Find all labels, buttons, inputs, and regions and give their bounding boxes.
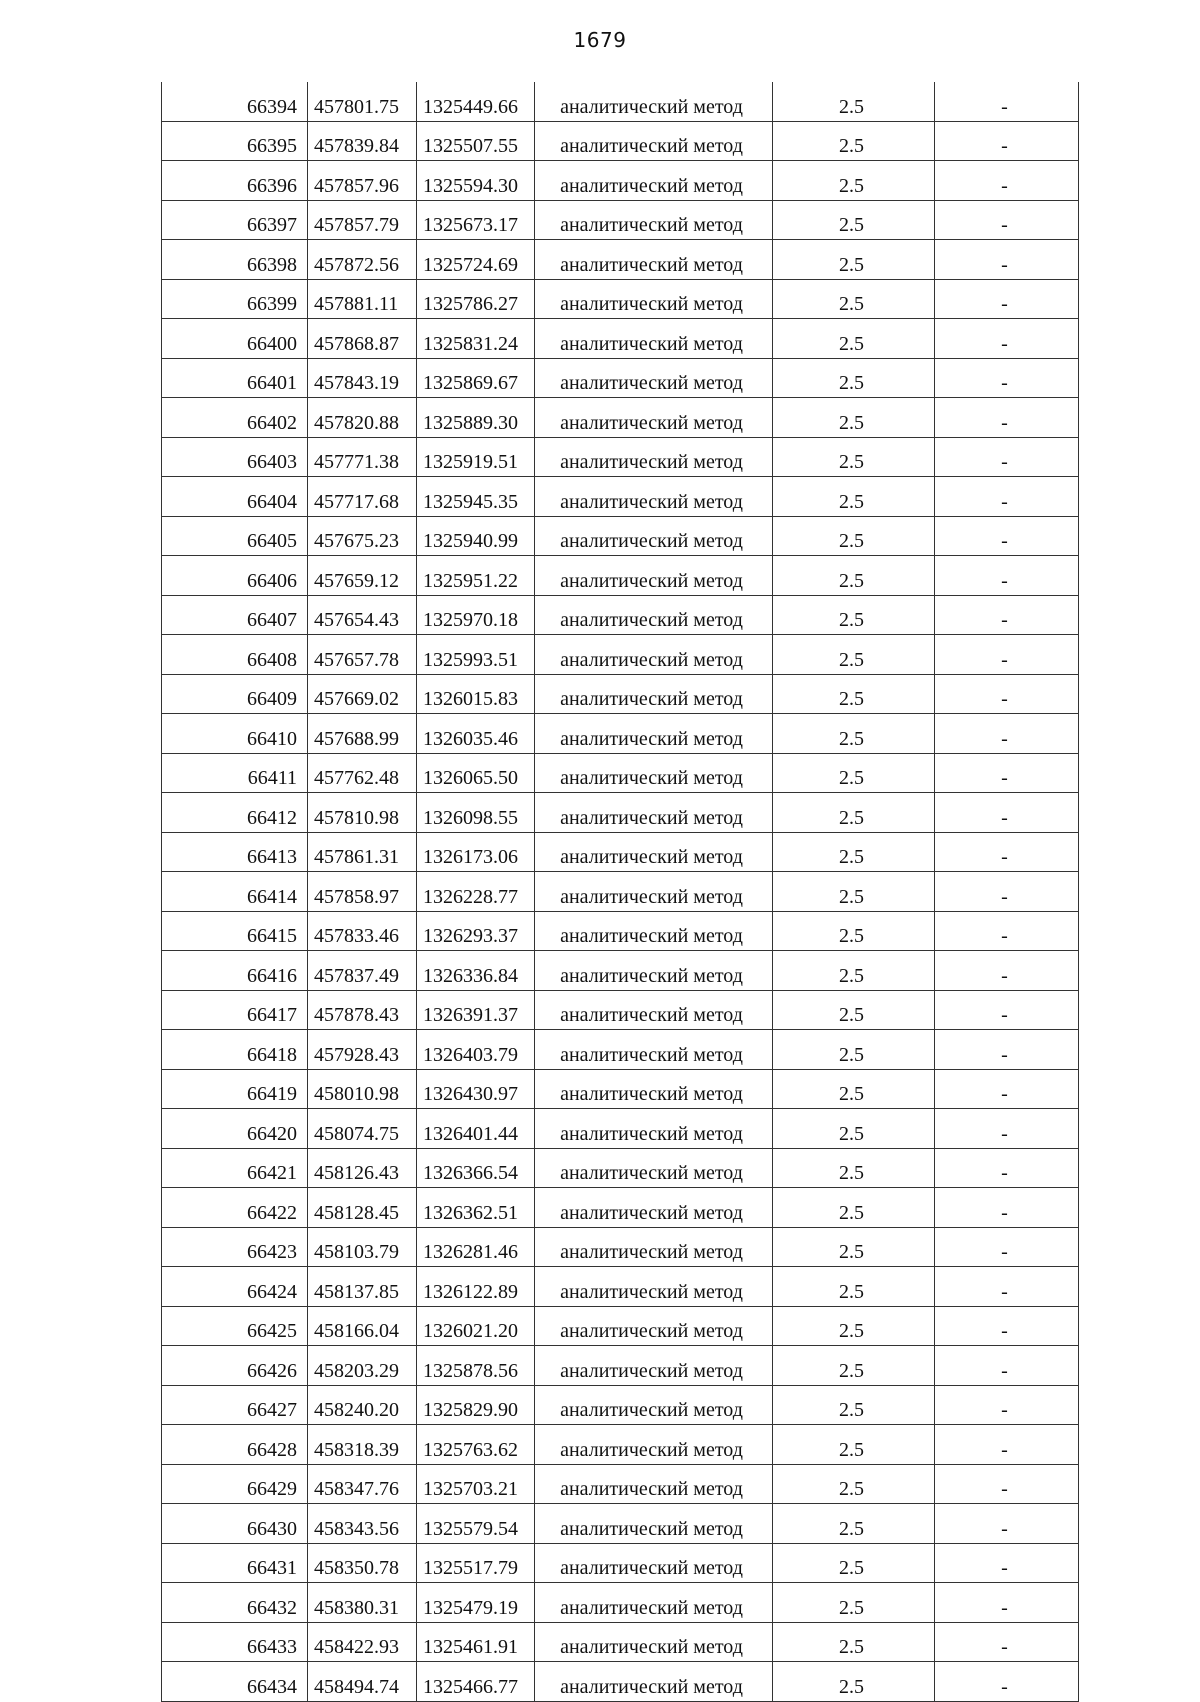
- precision-cell: 2.5: [773, 358, 935, 398]
- point-number-cell: 66412: [162, 793, 308, 833]
- note-cell: -: [935, 1622, 1079, 1662]
- note-cell: -: [935, 1188, 1079, 1228]
- point-number-cell: 66433: [162, 1622, 308, 1662]
- method-cell: аналитический метод: [535, 1306, 773, 1346]
- point-number-cell: 66424: [162, 1267, 308, 1307]
- y-coordinate-cell: 1325507.55: [417, 121, 535, 161]
- table-row: [162, 240, 1079, 280]
- precision-cell: 2.5: [773, 319, 935, 359]
- table-row: [162, 793, 1079, 833]
- point-number-cell: 66413: [162, 832, 308, 872]
- y-coordinate-cell: 1326122.89: [417, 1267, 535, 1307]
- table-row: [162, 1425, 1079, 1465]
- precision-cell: 2.5: [773, 872, 935, 912]
- x-coordinate-cell: 457881.11: [308, 279, 417, 319]
- x-coordinate-cell: 457810.98: [308, 793, 417, 833]
- method-cell: аналитический метод: [535, 1425, 773, 1465]
- note-cell: -: [935, 437, 1079, 477]
- x-coordinate-cell: 457659.12: [308, 556, 417, 596]
- x-coordinate-cell: 458494.74: [308, 1662, 417, 1702]
- precision-cell: 2.5: [773, 1385, 935, 1425]
- table-row: [162, 477, 1079, 517]
- point-number-cell: 66417: [162, 990, 308, 1030]
- y-coordinate-cell: 1325869.67: [417, 358, 535, 398]
- x-coordinate-cell: 458137.85: [308, 1267, 417, 1307]
- point-number-cell: 66402: [162, 398, 308, 438]
- y-coordinate-cell: 1325461.91: [417, 1622, 535, 1662]
- note-cell: -: [935, 1306, 1079, 1346]
- y-coordinate-cell: 1325945.35: [417, 477, 535, 517]
- x-coordinate-cell: 457717.68: [308, 477, 417, 517]
- method-cell: аналитический метод: [535, 872, 773, 912]
- method-cell: аналитический метод: [535, 595, 773, 635]
- y-coordinate-cell: 1325517.79: [417, 1543, 535, 1583]
- table-row: [162, 161, 1079, 201]
- table-row: [162, 1504, 1079, 1544]
- note-cell: -: [935, 595, 1079, 635]
- x-coordinate-cell: 458350.78: [308, 1543, 417, 1583]
- method-cell: аналитический метод: [535, 951, 773, 991]
- point-number-cell: 66431: [162, 1543, 308, 1583]
- method-cell: аналитический метод: [535, 556, 773, 596]
- point-number-cell: 66398: [162, 240, 308, 280]
- method-cell: аналитический метод: [535, 1543, 773, 1583]
- point-number-cell: 66415: [162, 911, 308, 951]
- table-row: [162, 1385, 1079, 1425]
- precision-cell: 2.5: [773, 1306, 935, 1346]
- method-cell: аналитический метод: [535, 1662, 773, 1702]
- note-cell: -: [935, 1385, 1079, 1425]
- precision-cell: 2.5: [773, 398, 935, 438]
- precision-cell: 2.5: [773, 1227, 935, 1267]
- x-coordinate-cell: 457861.31: [308, 832, 417, 872]
- precision-cell: 2.5: [773, 477, 935, 517]
- table-row: [162, 1030, 1079, 1070]
- y-coordinate-cell: 1325786.27: [417, 279, 535, 319]
- x-coordinate-cell: 457657.78: [308, 635, 417, 675]
- point-number-cell: 66428: [162, 1425, 308, 1465]
- point-number-cell: 66404: [162, 477, 308, 517]
- method-cell: аналитический метод: [535, 358, 773, 398]
- table-row: [162, 1346, 1079, 1386]
- y-coordinate-cell: 1326065.50: [417, 753, 535, 793]
- table-row: [162, 556, 1079, 596]
- point-number-cell: 66419: [162, 1069, 308, 1109]
- method-cell: аналитический метод: [535, 1267, 773, 1307]
- y-coordinate-cell: 1325703.21: [417, 1464, 535, 1504]
- note-cell: -: [935, 793, 1079, 833]
- method-cell: аналитический метод: [535, 279, 773, 319]
- precision-cell: 2.5: [773, 1464, 935, 1504]
- note-cell: -: [935, 832, 1079, 872]
- point-number-cell: 66427: [162, 1385, 308, 1425]
- table-row: [162, 674, 1079, 714]
- note-cell: -: [935, 1030, 1079, 1070]
- point-number-cell: 66423: [162, 1227, 308, 1267]
- note-cell: -: [935, 1227, 1079, 1267]
- method-cell: аналитический метод: [535, 1622, 773, 1662]
- table-row: [162, 1188, 1079, 1228]
- point-number-cell: 66418: [162, 1030, 308, 1070]
- y-coordinate-cell: 1325724.69: [417, 240, 535, 280]
- y-coordinate-cell: 1325919.51: [417, 437, 535, 477]
- method-cell: аналитический метод: [535, 990, 773, 1030]
- x-coordinate-cell: 458347.76: [308, 1464, 417, 1504]
- note-cell: -: [935, 358, 1079, 398]
- method-cell: аналитический метод: [535, 832, 773, 872]
- y-coordinate-cell: 1325993.51: [417, 635, 535, 675]
- precision-cell: 2.5: [773, 279, 935, 319]
- x-coordinate-cell: 457868.87: [308, 319, 417, 359]
- note-cell: -: [935, 161, 1079, 201]
- point-number-cell: 66429: [162, 1464, 308, 1504]
- x-coordinate-cell: 458103.79: [308, 1227, 417, 1267]
- table-row: [162, 437, 1079, 477]
- point-number-cell: 66400: [162, 319, 308, 359]
- point-number-cell: 66422: [162, 1188, 308, 1228]
- precision-cell: 2.5: [773, 753, 935, 793]
- point-number-cell: 66421: [162, 1148, 308, 1188]
- method-cell: аналитический метод: [535, 398, 773, 438]
- x-coordinate-cell: 458380.31: [308, 1583, 417, 1623]
- x-coordinate-cell: 457688.99: [308, 714, 417, 754]
- point-number-cell: 66432: [162, 1583, 308, 1623]
- precision-cell: 2.5: [773, 1583, 935, 1623]
- point-number-cell: 66405: [162, 516, 308, 556]
- precision-cell: 2.5: [773, 1109, 935, 1149]
- y-coordinate-cell: 1325878.56: [417, 1346, 535, 1386]
- x-coordinate-cell: 457837.49: [308, 951, 417, 991]
- precision-cell: 2.5: [773, 1346, 935, 1386]
- note-cell: -: [935, 240, 1079, 280]
- note-cell: -: [935, 1583, 1079, 1623]
- y-coordinate-cell: 1325889.30: [417, 398, 535, 438]
- method-cell: аналитический метод: [535, 516, 773, 556]
- y-coordinate-cell: 1325940.99: [417, 516, 535, 556]
- point-number-cell: 66420: [162, 1109, 308, 1149]
- precision-cell: 2.5: [773, 635, 935, 675]
- x-coordinate-cell: 458343.56: [308, 1504, 417, 1544]
- coordinates-table: [161, 82, 1079, 1702]
- y-coordinate-cell: 1326228.77: [417, 872, 535, 912]
- table-row: [162, 398, 1079, 438]
- y-coordinate-cell: 1326336.84: [417, 951, 535, 991]
- y-coordinate-cell: 1326403.79: [417, 1030, 535, 1070]
- table-row: [162, 1464, 1079, 1504]
- precision-cell: 2.5: [773, 990, 935, 1030]
- y-coordinate-cell: 1325970.18: [417, 595, 535, 635]
- y-coordinate-cell: 1325831.24: [417, 319, 535, 359]
- table-row: [162, 516, 1079, 556]
- table-row: [162, 319, 1079, 359]
- x-coordinate-cell: 458422.93: [308, 1622, 417, 1662]
- table-row: [162, 872, 1079, 912]
- note-cell: -: [935, 1148, 1079, 1188]
- y-coordinate-cell: 1325829.90: [417, 1385, 535, 1425]
- y-coordinate-cell: 1326035.46: [417, 714, 535, 754]
- y-coordinate-cell: 1326281.46: [417, 1227, 535, 1267]
- y-coordinate-cell: 1325579.54: [417, 1504, 535, 1544]
- note-cell: -: [935, 279, 1079, 319]
- precision-cell: 2.5: [773, 82, 935, 121]
- point-number-cell: 66407: [162, 595, 308, 635]
- x-coordinate-cell: 457872.56: [308, 240, 417, 280]
- precision-cell: 2.5: [773, 1148, 935, 1188]
- table-row: [162, 832, 1079, 872]
- point-number-cell: 66430: [162, 1504, 308, 1544]
- x-coordinate-cell: 457820.88: [308, 398, 417, 438]
- note-cell: -: [935, 398, 1079, 438]
- precision-cell: 2.5: [773, 121, 935, 161]
- x-coordinate-cell: 458010.98: [308, 1069, 417, 1109]
- y-coordinate-cell: 1326362.51: [417, 1188, 535, 1228]
- table-row: [162, 951, 1079, 991]
- note-cell: -: [935, 121, 1079, 161]
- point-number-cell: 66394: [162, 82, 308, 121]
- note-cell: -: [935, 1543, 1079, 1583]
- method-cell: аналитический метод: [535, 477, 773, 517]
- table-row: [162, 1267, 1079, 1307]
- point-number-cell: 66396: [162, 161, 308, 201]
- method-cell: аналитический метод: [535, 714, 773, 754]
- precision-cell: 2.5: [773, 1662, 935, 1702]
- table-row: [162, 1227, 1079, 1267]
- precision-cell: 2.5: [773, 1069, 935, 1109]
- y-coordinate-cell: 1325479.19: [417, 1583, 535, 1623]
- note-cell: -: [935, 753, 1079, 793]
- point-number-cell: 66416: [162, 951, 308, 991]
- method-cell: аналитический метод: [535, 1030, 773, 1070]
- note-cell: -: [935, 872, 1079, 912]
- precision-cell: 2.5: [773, 1425, 935, 1465]
- point-number-cell: 66406: [162, 556, 308, 596]
- precision-cell: 2.5: [773, 516, 935, 556]
- point-number-cell: 66434: [162, 1662, 308, 1702]
- x-coordinate-cell: 457675.23: [308, 516, 417, 556]
- table-row: [162, 1543, 1079, 1583]
- point-number-cell: 66399: [162, 279, 308, 319]
- x-coordinate-cell: 457878.43: [308, 990, 417, 1030]
- method-cell: аналитический метод: [535, 1504, 773, 1544]
- point-number-cell: 66408: [162, 635, 308, 675]
- y-coordinate-cell: 1325673.17: [417, 200, 535, 240]
- x-coordinate-cell: 457857.79: [308, 200, 417, 240]
- precision-cell: 2.5: [773, 240, 935, 280]
- method-cell: аналитический метод: [535, 1188, 773, 1228]
- method-cell: аналитический метод: [535, 753, 773, 793]
- method-cell: аналитический метод: [535, 1464, 773, 1504]
- y-coordinate-cell: 1325466.77: [417, 1662, 535, 1702]
- table-row: [162, 1306, 1079, 1346]
- precision-cell: 2.5: [773, 1504, 935, 1544]
- method-cell: аналитический метод: [535, 1109, 773, 1149]
- point-number-cell: 66414: [162, 872, 308, 912]
- point-number-cell: 66397: [162, 200, 308, 240]
- page-number: 1679: [573, 28, 627, 52]
- y-coordinate-cell: 1326293.37: [417, 911, 535, 951]
- precision-cell: 2.5: [773, 556, 935, 596]
- precision-cell: 2.5: [773, 200, 935, 240]
- precision-cell: 2.5: [773, 1030, 935, 1070]
- x-coordinate-cell: 458240.20: [308, 1385, 417, 1425]
- note-cell: -: [935, 1346, 1079, 1386]
- table-row: [162, 200, 1079, 240]
- note-cell: -: [935, 674, 1079, 714]
- note-cell: -: [935, 1464, 1079, 1504]
- x-coordinate-cell: 458318.39: [308, 1425, 417, 1465]
- method-cell: аналитический метод: [535, 200, 773, 240]
- table-row: [162, 1662, 1079, 1702]
- method-cell: аналитический метод: [535, 674, 773, 714]
- note-cell: -: [935, 635, 1079, 675]
- method-cell: аналитический метод: [535, 82, 773, 121]
- y-coordinate-cell: 1325951.22: [417, 556, 535, 596]
- precision-cell: 2.5: [773, 1622, 935, 1662]
- method-cell: аналитический метод: [535, 1583, 773, 1623]
- table-row: [162, 714, 1079, 754]
- y-coordinate-cell: 1326366.54: [417, 1148, 535, 1188]
- x-coordinate-cell: 458074.75: [308, 1109, 417, 1149]
- coordinates-table-body: [162, 82, 1079, 1701]
- x-coordinate-cell: 457669.02: [308, 674, 417, 714]
- note-cell: -: [935, 951, 1079, 991]
- note-cell: -: [935, 1109, 1079, 1149]
- table-row: [162, 1148, 1079, 1188]
- precision-cell: 2.5: [773, 911, 935, 951]
- x-coordinate-cell: 457762.48: [308, 753, 417, 793]
- table-row: [162, 82, 1079, 121]
- precision-cell: 2.5: [773, 714, 935, 754]
- method-cell: аналитический метод: [535, 635, 773, 675]
- point-number-cell: 66401: [162, 358, 308, 398]
- y-coordinate-cell: 1326173.06: [417, 832, 535, 872]
- precision-cell: 2.5: [773, 1543, 935, 1583]
- note-cell: -: [935, 1662, 1079, 1702]
- note-cell: -: [935, 990, 1079, 1030]
- precision-cell: 2.5: [773, 437, 935, 477]
- point-number-cell: 66425: [162, 1306, 308, 1346]
- x-coordinate-cell: 457771.38: [308, 437, 417, 477]
- precision-cell: 2.5: [773, 951, 935, 991]
- precision-cell: 2.5: [773, 674, 935, 714]
- x-coordinate-cell: 458166.04: [308, 1306, 417, 1346]
- precision-cell: 2.5: [773, 793, 935, 833]
- precision-cell: 2.5: [773, 832, 935, 872]
- table-row: [162, 595, 1079, 635]
- x-coordinate-cell: 458203.29: [308, 1346, 417, 1386]
- x-coordinate-cell: 457857.96: [308, 161, 417, 201]
- table-row: [162, 1069, 1079, 1109]
- x-coordinate-cell: 458126.43: [308, 1148, 417, 1188]
- precision-cell: 2.5: [773, 1188, 935, 1228]
- table-row: [162, 121, 1079, 161]
- y-coordinate-cell: 1325763.62: [417, 1425, 535, 1465]
- y-coordinate-cell: 1326021.20: [417, 1306, 535, 1346]
- table-row: [162, 911, 1079, 951]
- y-coordinate-cell: 1326430.97: [417, 1069, 535, 1109]
- y-coordinate-cell: 1325594.30: [417, 161, 535, 201]
- x-coordinate-cell: 457654.43: [308, 595, 417, 635]
- table-row: [162, 753, 1079, 793]
- table-row: [162, 1109, 1079, 1149]
- x-coordinate-cell: 457833.46: [308, 911, 417, 951]
- point-number-cell: 66426: [162, 1346, 308, 1386]
- precision-cell: 2.5: [773, 1267, 935, 1307]
- table-row: [162, 635, 1079, 675]
- y-coordinate-cell: 1326401.44: [417, 1109, 535, 1149]
- method-cell: аналитический метод: [535, 1148, 773, 1188]
- note-cell: -: [935, 911, 1079, 951]
- method-cell: аналитический метод: [535, 911, 773, 951]
- x-coordinate-cell: 458128.45: [308, 1188, 417, 1228]
- note-cell: -: [935, 556, 1079, 596]
- precision-cell: 2.5: [773, 161, 935, 201]
- table-row: [162, 358, 1079, 398]
- method-cell: аналитический метод: [535, 793, 773, 833]
- point-number-cell: 66403: [162, 437, 308, 477]
- x-coordinate-cell: 457801.75: [308, 82, 417, 121]
- point-number-cell: 66410: [162, 714, 308, 754]
- x-coordinate-cell: 457858.97: [308, 872, 417, 912]
- note-cell: -: [935, 1267, 1079, 1307]
- method-cell: аналитический метод: [535, 1346, 773, 1386]
- method-cell: аналитический метод: [535, 437, 773, 477]
- x-coordinate-cell: 457843.19: [308, 358, 417, 398]
- y-coordinate-cell: 1326015.83: [417, 674, 535, 714]
- table-row: [162, 1583, 1079, 1623]
- method-cell: аналитический метод: [535, 161, 773, 201]
- method-cell: аналитический метод: [535, 1385, 773, 1425]
- point-number-cell: 66409: [162, 674, 308, 714]
- method-cell: аналитический метод: [535, 1227, 773, 1267]
- note-cell: -: [935, 1504, 1079, 1544]
- note-cell: -: [935, 516, 1079, 556]
- precision-cell: 2.5: [773, 595, 935, 635]
- note-cell: -: [935, 477, 1079, 517]
- point-number-cell: 66395: [162, 121, 308, 161]
- y-coordinate-cell: 1325449.66: [417, 82, 535, 121]
- note-cell: -: [935, 319, 1079, 359]
- note-cell: -: [935, 200, 1079, 240]
- method-cell: аналитический метод: [535, 240, 773, 280]
- table-row: [162, 279, 1079, 319]
- note-cell: -: [935, 714, 1079, 754]
- note-cell: -: [935, 82, 1079, 121]
- y-coordinate-cell: 1326098.55: [417, 793, 535, 833]
- x-coordinate-cell: 457839.84: [308, 121, 417, 161]
- method-cell: аналитический метод: [535, 121, 773, 161]
- x-coordinate-cell: 457928.43: [308, 1030, 417, 1070]
- table-row: [162, 1622, 1079, 1662]
- method-cell: аналитический метод: [535, 319, 773, 359]
- note-cell: -: [935, 1069, 1079, 1109]
- point-number-cell: 66411: [162, 753, 308, 793]
- y-coordinate-cell: 1326391.37: [417, 990, 535, 1030]
- method-cell: аналитический метод: [535, 1069, 773, 1109]
- table-row: [162, 990, 1079, 1030]
- note-cell: -: [935, 1425, 1079, 1465]
